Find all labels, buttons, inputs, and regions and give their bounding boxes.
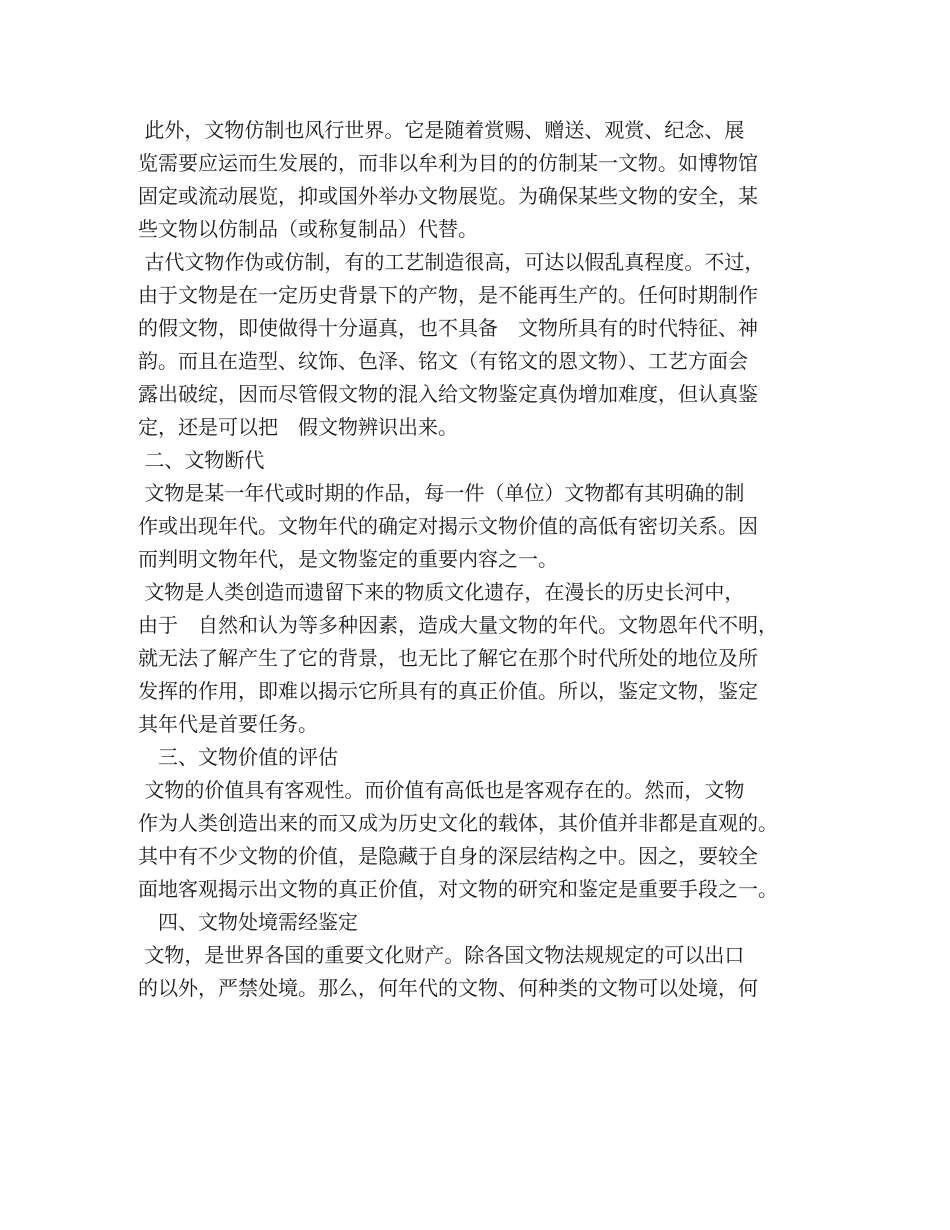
body-line: 的以外，严禁处境。那么，何年代的文物、何种类的文物可以处境，何 (138, 976, 758, 1000)
document-body (138, 114, 828, 1005)
body-line: 古代文物作伪或仿制，有的工艺制造很高，可达以假乱真程度。不过， (138, 250, 765, 274)
body-line: 作为人类创造出来的而又成为历史文化的载体，其价值并非都是直观的。 (138, 811, 778, 835)
body-line: 固定或流动展览，抑或国外举办文物展览。为确保某些文物的安全，某 (138, 184, 758, 208)
body-line: 其年代是首要任务。 (138, 712, 318, 736)
body-line: 作或出现年代。文物年代的确定对揭示文物价值的高低有密切关系。因 (138, 514, 758, 538)
body-line: 文物的价值具有客观性。而价值有高低也是客观存在的。然而，文物 (138, 778, 745, 802)
body-line: 就无法了解产生了它的背景，也无比了解它在那个时代所处的地位及所 (138, 646, 758, 670)
body-line: 而判明文物年代，是文物鉴定的重要内容之一。 (138, 547, 558, 571)
body-line: 发挥的作用，即难以揭示它所具有的真正价值。所以，鉴定文物，鉴定 (138, 679, 758, 703)
body-line: 的假文物，即使做得十分逼真，也不具备 文物所具有的时代特征、神 (138, 316, 758, 340)
body-line: 览需要应运而生发展的，而非以牟利为目的的仿制某一文物。如博物馆 (138, 151, 758, 175)
body-line: 文物是某一年代或时期的作品，每一件（单位）文物都有其明确的制 (138, 481, 745, 505)
body-line: 露出破绽，因而尽管假文物的混入给文物鉴定真伪增加难度，但认真鉴 (138, 382, 758, 406)
body-line: 由于 自然和认为等多种因素，造成大量文物的年代。文物恩年代不明， (138, 613, 778, 637)
section-heading: 四、文物处境需经鉴定 (138, 910, 358, 934)
section-heading: 二、文物断代 (138, 448, 265, 472)
body-line: 面地客观揭示出文物的真正价值，对文物的研究和鉴定是重要手段之一。 (138, 877, 778, 901)
body-line: 由于文物是在一定历史背景下的产物，是不能再生产的。任何时期制作 (138, 283, 758, 307)
body-line: 定，还是可以把 假文物辨识出来。 (138, 415, 458, 439)
body-line: 此外，文物仿制也风行世界。它是随着赏赐、赠送、观赏、纪念、展 (138, 118, 745, 142)
body-line: 文物是人类创造而遗留下来的物质文化遗存，在漫长的历史长河中， (138, 580, 745, 604)
body-line: 韵。而且在造型、纹饰、色泽、铭文（有铭文的恩文物）、工艺方面会 (138, 349, 748, 373)
body-line: 文物，是世界各国的重要文化财产。除各国文物法规规定的可以出口 (138, 943, 745, 967)
section-heading: 三、文物价值的评估 (138, 745, 338, 769)
body-line: 些文物以仿制品（或称复制品）代替。 (138, 217, 478, 241)
body-line: 其中有不少文物的价值，是隐藏于自身的深层结构之中。因之，要较全 (138, 844, 758, 868)
